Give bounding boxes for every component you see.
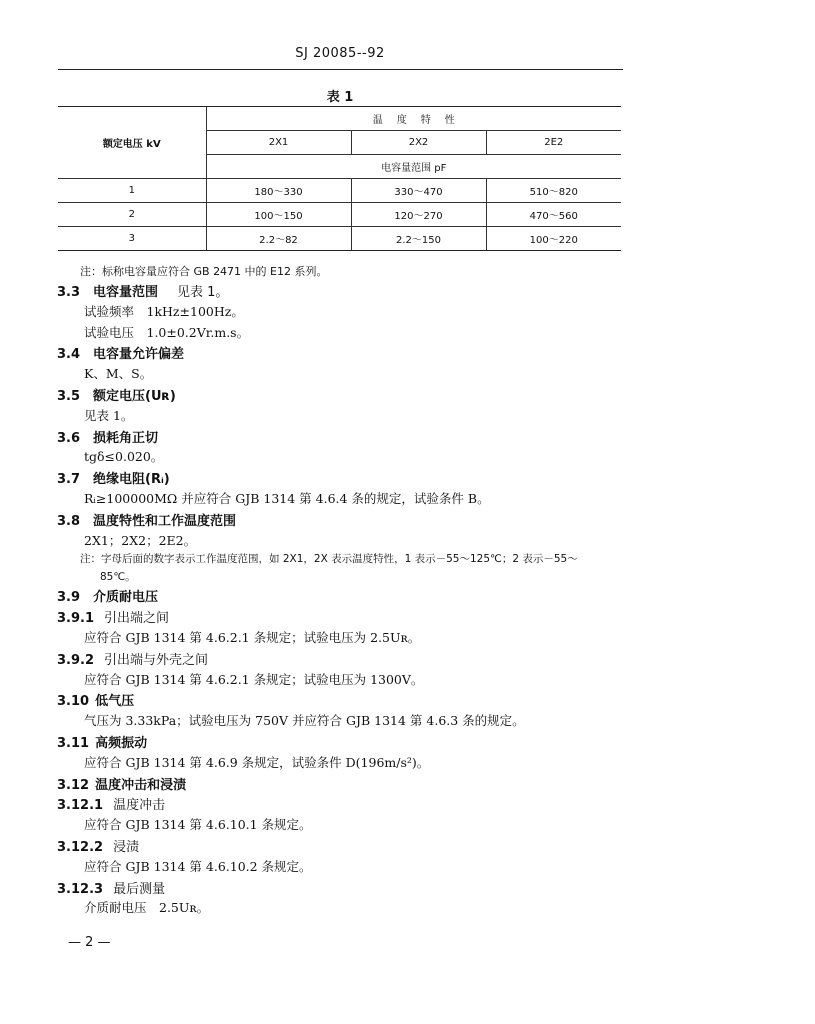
section-number: 3.10 — [57, 694, 90, 710]
range-cell: 470～560 — [486, 203, 621, 227]
body-text: Rᵢ≥100000MΩ 并应符合 GJB 1314 第 4.6.4 条的规定，试验条件 B。 — [84, 491, 490, 506]
section-number: 3.3 — [57, 285, 81, 300]
range-cell: 510～820 — [486, 179, 621, 203]
section-note: 注：字母后面的数字表示工作温度范围，如 2X1，2X 表示温度特性，1 表示－55～125℃；2 表示－55～ — [80, 553, 578, 566]
page-number: — 2 — — [68, 935, 111, 950]
range-cell: 120～270 — [351, 203, 486, 227]
section-number: 3.7 — [57, 472, 81, 488]
range-cell: 100～220 — [486, 227, 621, 251]
section-heading — [57, 468, 170, 487]
body-text: 气压为 3.33kPa；试验电压为 750V 并应符合 GJB 1314 第 4.6.3 条的规定。 — [84, 713, 525, 729]
rated-voltage-cell: 2 — [58, 203, 206, 227]
section-heading — [57, 427, 158, 446]
body-text: 试验频率 1kHz±100Hz。 — [84, 303, 244, 319]
section-number: 3.12.3 — [57, 881, 104, 897]
body-text: 应符合 GJB 1314 第 4.6.2.1 条规定；试验电压为 1300V。 — [84, 671, 424, 687]
body-text: 见表 1。 — [84, 407, 134, 423]
section-title: 损耗角正切 — [93, 430, 159, 446]
section-tail: 见表 1。 — [164, 285, 229, 300]
section-heading — [57, 343, 184, 362]
table-title: 表 1 — [326, 90, 354, 105]
section-title: 介质耐电压 — [93, 590, 159, 606]
rated-voltage-cell: 3 — [58, 227, 206, 251]
section-number: 3.9.1 — [57, 611, 95, 627]
section-title: 电容量允许偏差 — [93, 347, 185, 363]
section-heading — [57, 281, 228, 300]
section-heading — [57, 690, 134, 709]
body-text: 应符合 GJB 1314 第 4.6.2.1 条规定；试验电压为 2.5Uʀ。 — [84, 630, 421, 645]
rated-voltage-cell: 1 — [58, 179, 206, 203]
section-heading — [57, 510, 236, 529]
section-title: 引出端之间 — [104, 611, 170, 627]
column-header: 2X1 — [206, 131, 351, 155]
section-title: 温度冲击和浸渍 — [95, 777, 187, 793]
section-heading — [57, 385, 176, 404]
section-title: 引出端与外壳之间 — [104, 652, 209, 668]
section-number: 3.12 — [57, 777, 90, 793]
body-text: K、M、S。 — [84, 366, 153, 382]
subsection-heading — [57, 607, 169, 626]
header-rule — [58, 69, 623, 70]
section-heading — [57, 586, 158, 605]
section-title: 高频振动 — [95, 736, 148, 751]
table-row — [58, 227, 621, 251]
section-title: 绝缘电阻(Rᵢ) — [93, 472, 170, 488]
section-number: 3.12.2 — [57, 840, 104, 855]
body-text: tgδ≤0.020。 — [84, 449, 164, 465]
section-number: 3.5 — [57, 389, 81, 404]
section-title: 最后测量 — [113, 881, 166, 897]
temperature-characteristic-header: 温度特性 — [206, 107, 621, 131]
section-number: 3.4 — [57, 347, 81, 363]
range-cell: 100～150 — [206, 203, 351, 227]
rated-voltage-header: 额定电压 kV — [58, 107, 206, 179]
subsection-heading — [57, 836, 139, 855]
subsection-heading — [57, 794, 165, 813]
subsection-heading — [57, 878, 165, 897]
section-number: 3.8 — [57, 513, 81, 529]
section-number: 3.6 — [57, 430, 81, 446]
body-text: 介质耐电压 2.5Uʀ。 — [84, 900, 210, 916]
section-title: 低气压 — [95, 694, 135, 710]
section-number: 3.9.2 — [57, 652, 95, 668]
column-header: 2X2 — [351, 131, 486, 155]
section-title: 额定电压(Uʀ) — [93, 389, 176, 404]
body-text: 试验电压 1.0±0.2Vr.m.s。 — [84, 324, 250, 340]
body-text: 应符合 GJB 1314 第 4.6.9 条规定，试验条件 D(196m/s²)。 — [84, 754, 430, 770]
body-text: 2X1；2X2；2E2。 — [84, 532, 197, 548]
spec-table — [58, 106, 621, 251]
section-title: 温度冲击 — [113, 798, 166, 814]
range-cell: 330～470 — [351, 179, 486, 203]
table-row — [58, 203, 621, 227]
table-note: 注：标称电容量应符合 GB 2471 中的 E12 系列。 — [80, 265, 328, 278]
section-number: 3.11 — [57, 736, 90, 751]
table-row — [58, 179, 621, 203]
body-text: 应符合 GJB 1314 第 4.6.10.1 条规定。 — [84, 817, 312, 833]
section-number: 3.12.1 — [57, 798, 104, 814]
section-number: 3.9 — [57, 590, 81, 606]
section-title: 电容量范围 — [93, 285, 159, 300]
section-title: 浸渍 — [113, 840, 140, 855]
capacitance-range-header: 电容量范围 pF — [206, 155, 621, 179]
range-cell: 2.2～150 — [351, 227, 486, 251]
range-cell: 180～330 — [206, 179, 351, 203]
body-text: 应符合 GJB 1314 第 4.6.10.2 条规定。 — [84, 858, 312, 874]
range-cell: 2.2～82 — [206, 227, 351, 251]
section-heading — [57, 732, 147, 751]
section-note: 85℃。 — [100, 570, 136, 583]
document-code: SJ 20085--92 — [295, 46, 385, 61]
column-header: 2E2 — [486, 131, 621, 155]
section-title: 温度特性和工作温度范围 — [93, 513, 237, 529]
subsection-heading — [57, 649, 208, 668]
section-heading — [57, 774, 186, 793]
